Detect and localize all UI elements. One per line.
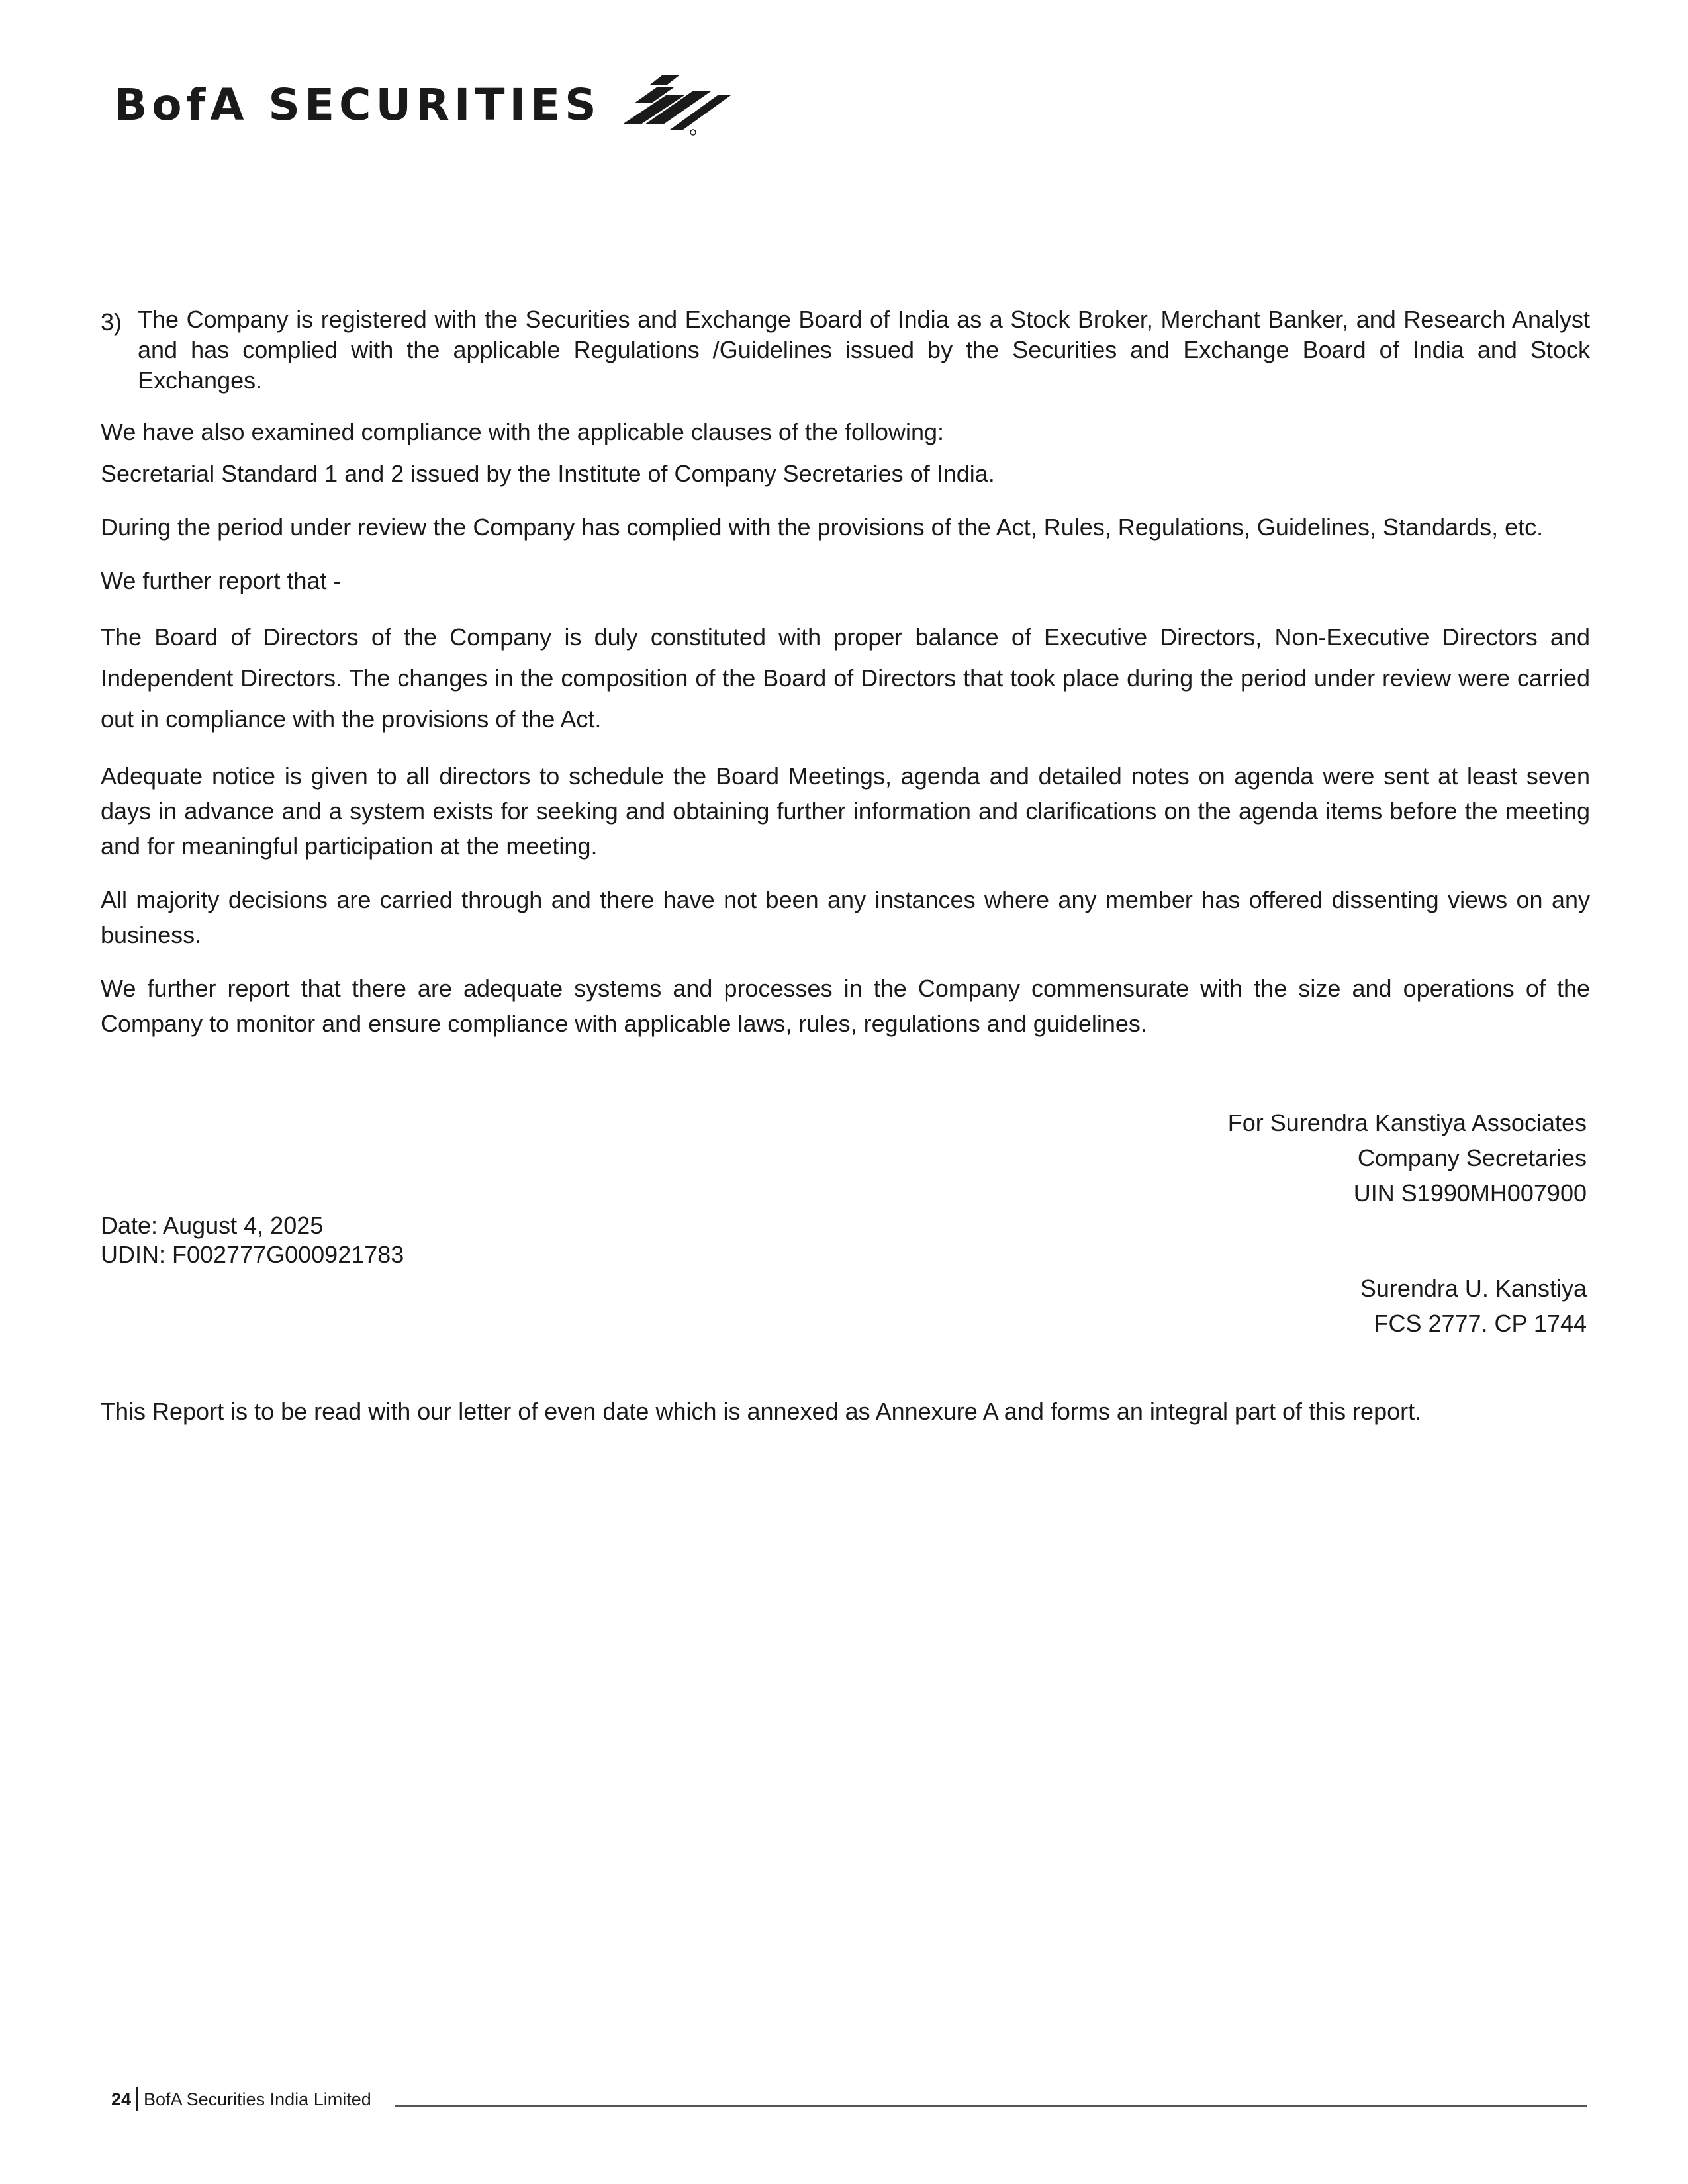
bofa-securities-logo — [114, 69, 732, 142]
paragraph-board: The Board of Directors of the Company is duly constituted with proper balance of Executive Directors, Non-Executive Directors and Independent Directors. The changes in the composition of the Board of Directors that took place during the period under review were carried out in compliance with the provisions of the Act. — [101, 623, 1590, 733]
item-number: 3) — [101, 308, 122, 336]
footer-company-name: BofA Securities India Limited — [144, 2089, 371, 2109]
date-block — [101, 1211, 404, 1269]
firm-name: For Surendra Kanstiya Associates — [1227, 1109, 1587, 1136]
firm-role: Company Secretaries — [1357, 1144, 1587, 1171]
bofa-flag-icon — [618, 73, 732, 138]
footer-rule — [395, 2105, 1587, 2107]
page-number: 24 — [111, 2089, 132, 2109]
paragraph-notice: Adequate notice is given to all directors to schedule the Board Meetings, agenda and detailed notes on agenda were sent at least seven days in advance and a system exists for seeking and obtaining further information and clarifications on the agenda items before the meeting and for meaningful participation at the meeting. — [101, 762, 1590, 860]
paragraph-systems: We further report that there are adequate systems and processes in the Company commensurate with the size and operations of the Company to monitor and ensure compliance with applicable laws, rules, regulations and guidelines. — [101, 975, 1590, 1037]
signatory-fcs: FCS 2777. CP 1744 — [1374, 1310, 1587, 1337]
signatory-block — [1360, 1271, 1587, 1341]
paragraph-examined: We have also examined compliance with the applicable clauses of the following: — [101, 418, 945, 445]
footer-divider — [136, 2087, 138, 2111]
report-date: Date: August 4, 2025 — [101, 1212, 324, 1239]
paragraph-period-review: During the period under review the Company has complied with the provisions of the Act, Rules, Regulations, Guidelines, Standards, etc. — [101, 514, 1544, 541]
numbered-item-3 — [101, 304, 1590, 396]
paragraph-further-report: We further report that - — [101, 567, 342, 594]
signatory-name: Surendra U. Kanstiya — [1360, 1275, 1587, 1302]
logo-wordmark: BofA SECURITIES — [114, 79, 601, 130]
paragraph-majority: All majority decisions are carried through and there have not been any instances where any member has offered dissenting views on any business. — [101, 886, 1590, 948]
report-body — [101, 304, 1590, 1060]
item-text: The Company is registered with the Securities and Exchange Board of India as a Stock Broker, Merchant Banker, and Research Analyst and has complied with the applicable Regulations /Guidelines issued by the Securities and Exchange Board of India and Stock Exchanges. — [138, 306, 1590, 394]
closing-note: This Report is to be read with our letter of even date which is annexed as Annexure A and forms an integral part of this report. — [101, 1398, 1422, 1425]
firm-uin: UIN S1990MH007900 — [1353, 1179, 1587, 1206]
paragraph-secretarial-standard: Secretarial Standard 1 and 2 issued by the Institute of Company Secretaries of India. — [101, 460, 995, 487]
udin-number: UDIN: F002777G000921783 — [101, 1241, 404, 1268]
page-footer — [111, 2085, 1587, 2114]
firm-signature-block — [1228, 1105, 1587, 1210]
